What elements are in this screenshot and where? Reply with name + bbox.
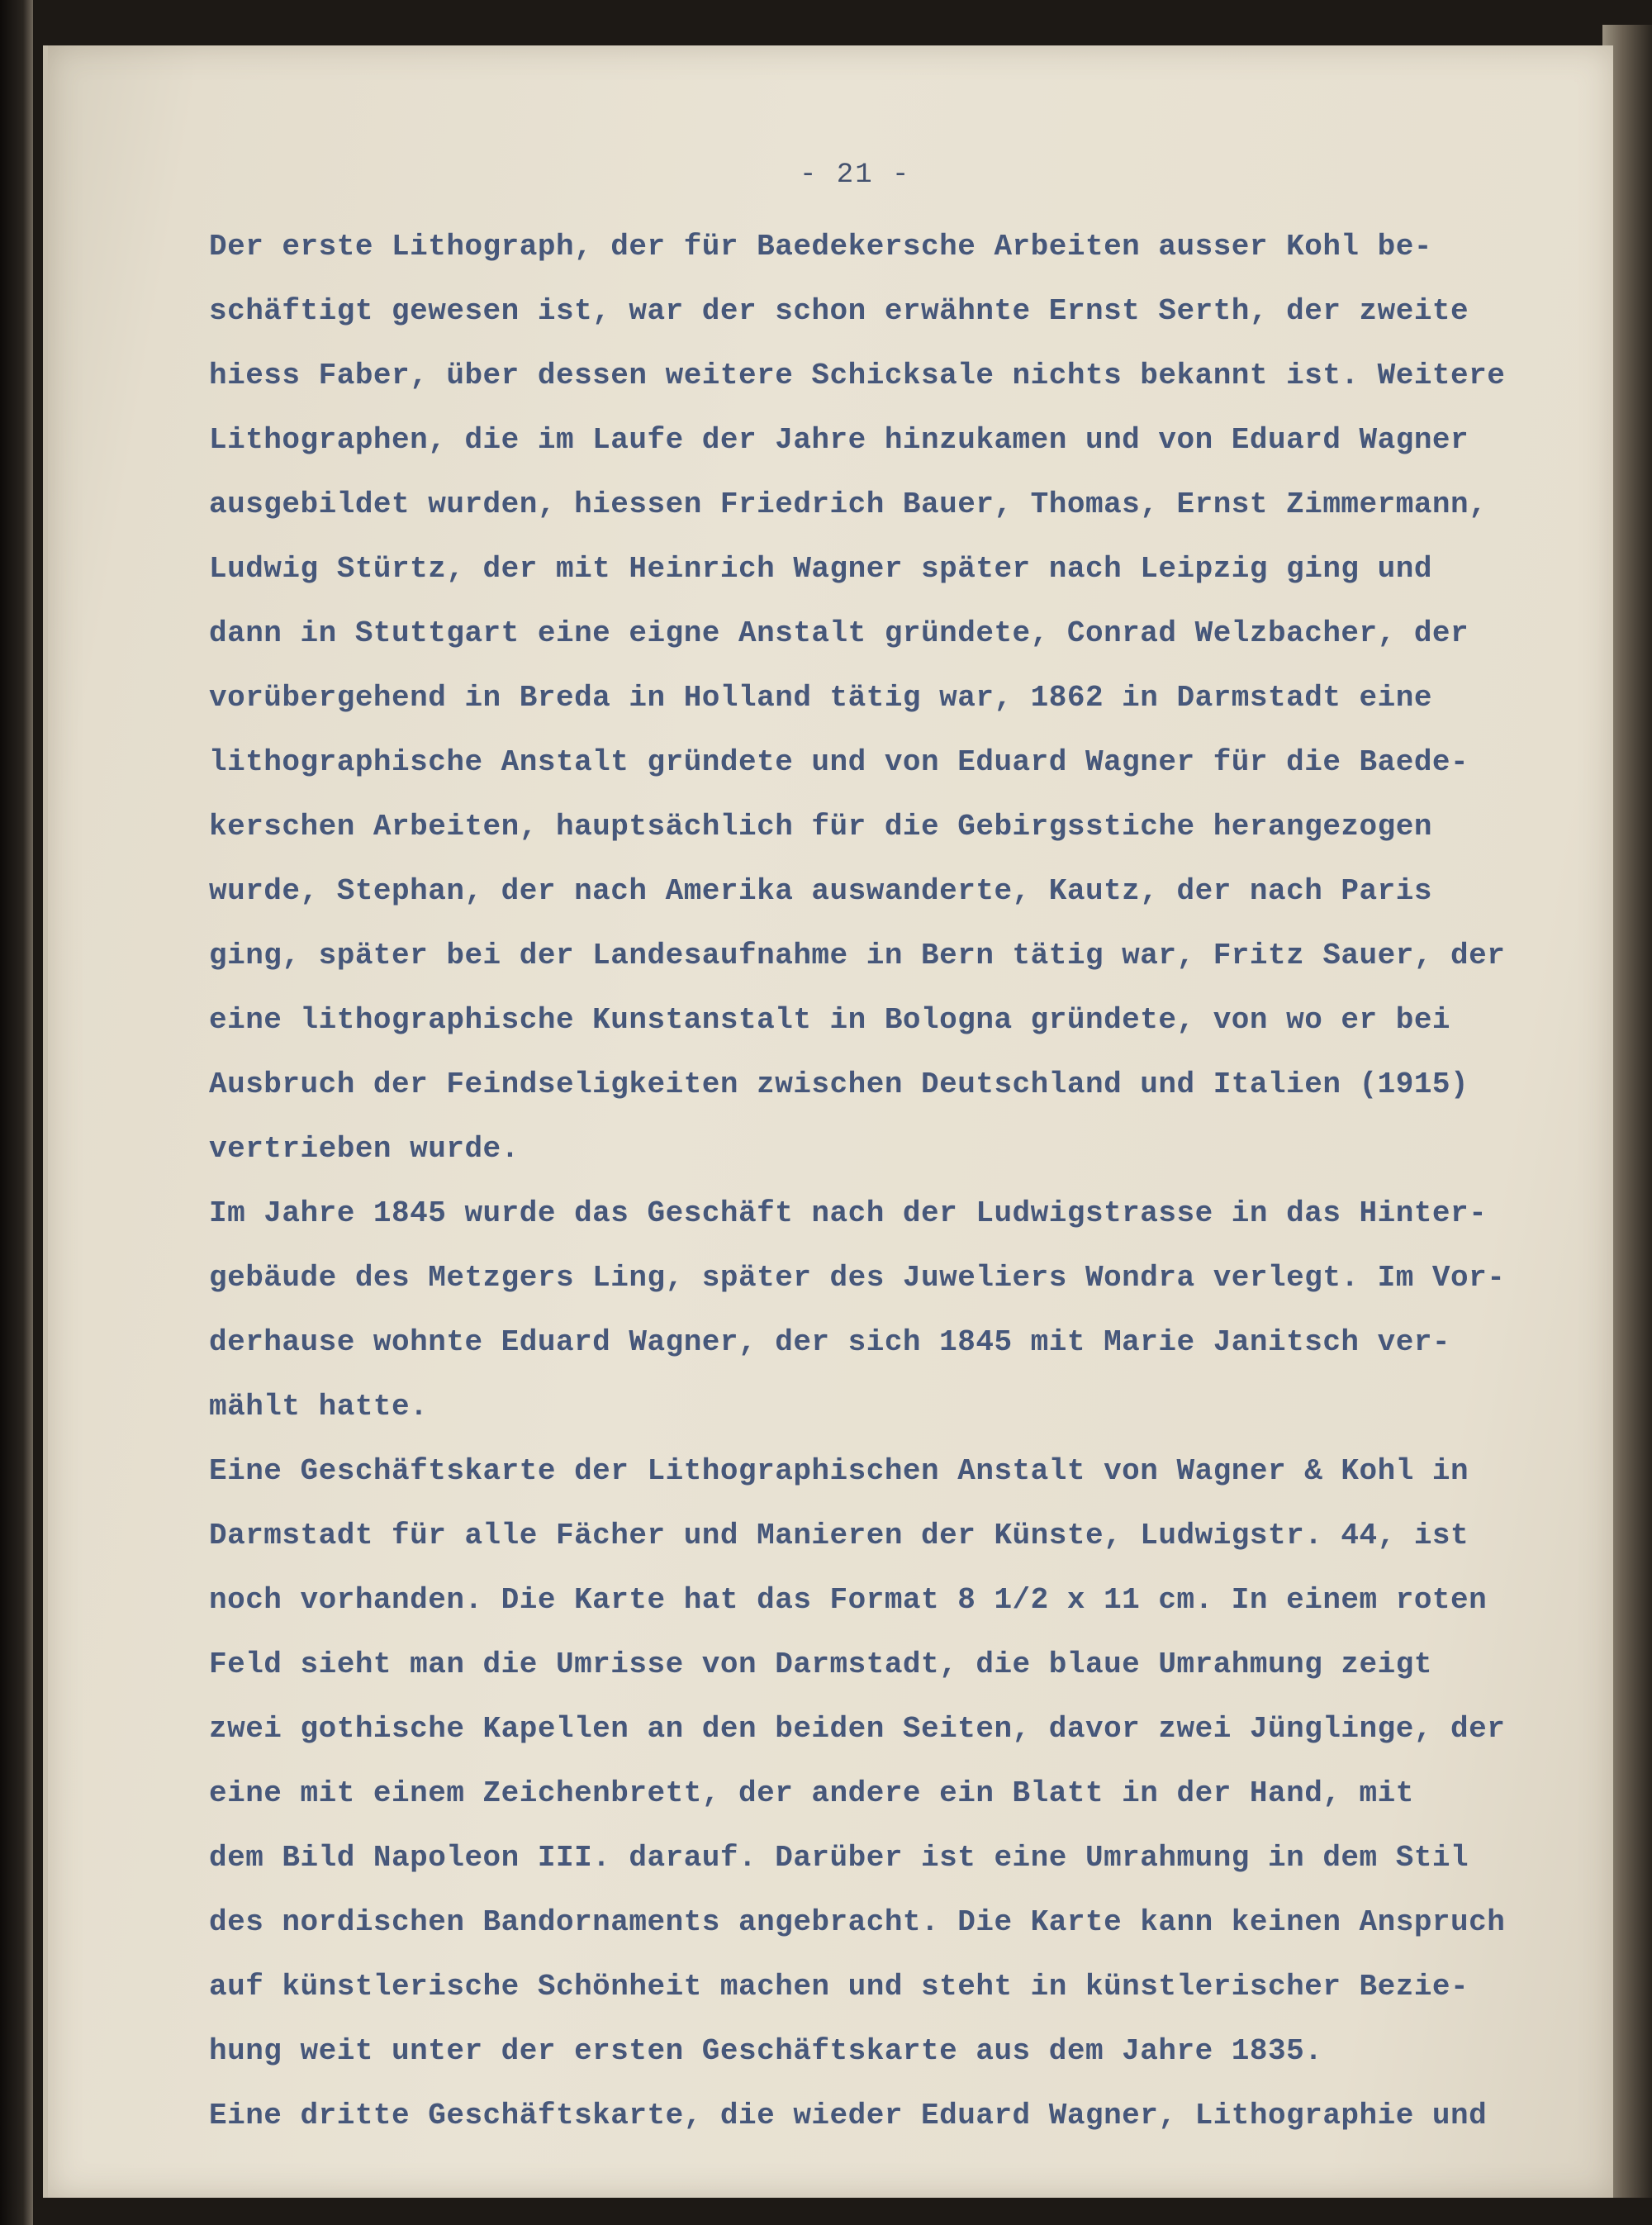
text-line: Ludwig Stürtz, der mit Heinrich Wagner später nach Leipzig ging und (209, 552, 1432, 586)
text-line: vertrieben wurde. (209, 1132, 520, 1166)
text-line: Darmstadt für alle Fächer und Manieren der Künste, Ludwigstr. 44, ist (209, 1519, 1469, 1552)
text-line: Eine dritte Geschäftskarte, die wieder Eduard Wagner, Lithographie und (209, 2099, 1488, 2132)
text-line: Der erste Lithograph, der für Baedekersche Arbeiten ausser Kohl be- (209, 230, 1432, 264)
text-line: Feld sieht man die Umrisse von Darmstadt, die blaue Umrahmung zeigt (209, 1647, 1432, 1681)
document-page (43, 45, 1613, 2198)
page-number: - 21 - (800, 159, 911, 191)
text-line: zwei gothische Kapellen an den beiden Seiten, davor zwei Jünglinge, der (209, 1712, 1506, 1746)
text-line: ausgebildet wurden, hiessen Friedrich Bauer, Thomas, Ernst Zimmermann, (209, 487, 1488, 521)
text-line: mählt hatte. (209, 1390, 429, 1424)
text-line: kerschen Arbeiten, hauptsächlich für die Gebirgsstiche herangezogen (209, 810, 1432, 844)
text-line: hiess Faber, über dessen weitere Schicksale nichts bekannt ist. Weitere (209, 359, 1506, 392)
text-line: Im Jahre 1845 wurde das Geschäft nach der Ludwigstrasse in das Hinter- (209, 1196, 1488, 1230)
text-line: derhause wohnte Eduard Wagner, der sich 1845 mit Marie Janitsch ver- (209, 1325, 1451, 1359)
body-text (209, 215, 1630, 2148)
text-line: dem Bild Napoleon III. darauf. Darüber ist eine Umrahmung in dem Stil (209, 1841, 1469, 1875)
text-line: dann in Stuttgart eine eigne Anstalt gründete, Conrad Welzbacher, der (209, 616, 1469, 650)
text-line: hung weit unter der ersten Geschäftskarte aus dem Jahre 1835. (209, 2034, 1323, 2068)
text-line: vorübergehend in Breda in Holland tätig war, 1862 in Darmstadt eine (209, 681, 1432, 715)
text-line: Eine Geschäftskarte der Lithographischen Anstalt von Wagner & Kohl in (209, 1454, 1469, 1488)
text-line: Lithographen, die im Laufe der Jahre hinzukamen und von Eduard Wagner (209, 423, 1469, 457)
text-line: wurde, Stephan, der nach Amerika auswanderte, Kautz, der nach Paris (209, 874, 1432, 908)
text-line: eine mit einem Zeichenbrett, der andere ein Blatt in der Hand, mit (209, 1776, 1414, 1810)
text-line: eine lithographische Kunstanstalt in Bologna gründete, von wo er bei (209, 1003, 1451, 1037)
text-line: ging, später bei der Landesaufnahme in Bern tätig war, Fritz Sauer, der (209, 939, 1506, 972)
text-line: auf künstlerische Schönheit machen und steht in künstlerischer Bezie- (209, 1970, 1469, 2004)
book-gutter-shadow (0, 0, 33, 2225)
text-line: lithographische Anstalt gründete und von Eduard Wagner für die Baede- (209, 745, 1469, 779)
text-line: Ausbruch der Feindseligkeiten zwischen Deutschland und Italien (1915) (209, 1067, 1469, 1101)
text-line: noch vorhanden. Die Karte hat das Format 8 1/2 x 11 cm. In einem roten (209, 1583, 1488, 1617)
text-line: schäftigt gewesen ist, war der schon erwähnte Ernst Serth, der zweite (209, 294, 1469, 328)
text-line: des nordischen Bandornaments angebracht. Die Karte kann keinen Anspruch (209, 1905, 1506, 1939)
text-line: gebäude des Metzgers Ling, später des Juweliers Wondra verlegt. Im Vor- (209, 1261, 1506, 1295)
